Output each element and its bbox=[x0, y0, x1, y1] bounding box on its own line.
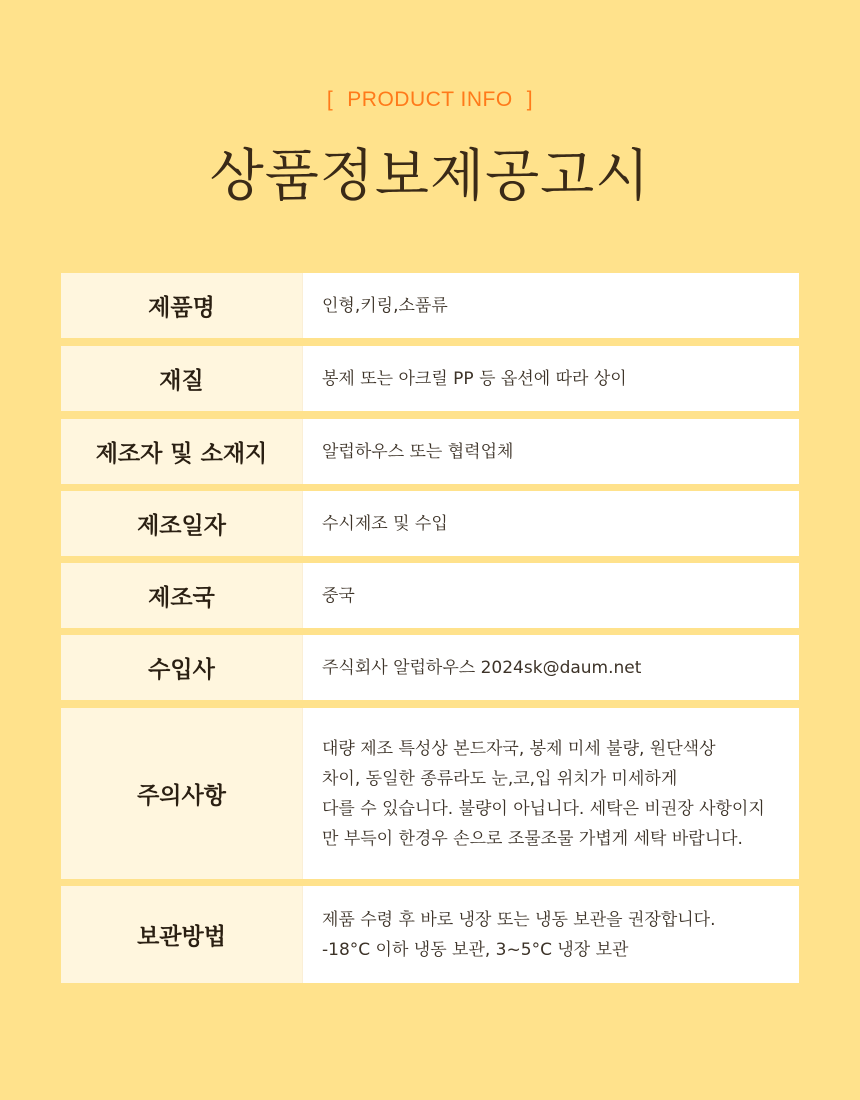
row-label: 재질 bbox=[61, 346, 302, 411]
row-value bbox=[302, 491, 799, 556]
row-value bbox=[302, 886, 799, 983]
table-row-caution bbox=[61, 708, 799, 879]
row-label: 보관방법 bbox=[61, 886, 302, 983]
section-eyebrow bbox=[0, 88, 860, 112]
eyebrow-open-bracket: [ bbox=[326, 88, 334, 111]
table-row-manufacturer bbox=[61, 419, 799, 484]
eyebrow-text: PRODUCT INFO bbox=[347, 88, 513, 111]
value-line: 중국 bbox=[322, 585, 355, 606]
row-label: 제품명 bbox=[61, 273, 302, 338]
row-label: 수입사 bbox=[61, 635, 302, 700]
value-line: 만 부득이 한경우 손으로 조물조물 가볍게 세탁 바랍니다. bbox=[322, 828, 743, 849]
table-row-storage bbox=[61, 886, 799, 983]
value-line: 인형,키링,소품류 bbox=[322, 295, 448, 316]
value-line: 차이, 동일한 종류라도 눈,코,입 위치가 미세하게 bbox=[322, 768, 678, 789]
row-label: 제조국 bbox=[61, 563, 302, 628]
row-value bbox=[302, 419, 799, 484]
row-label: 제조일자 bbox=[61, 491, 302, 556]
value-line: 다를 수 있습니다. 불량이 아닙니다. 세탁은 비권장 사항이지 bbox=[322, 798, 765, 819]
value-line: 주식회사 알럽하우스 2024sk@daum.net bbox=[322, 657, 642, 678]
row-value bbox=[302, 346, 799, 411]
page-title: 상품정보제공고시 bbox=[209, 144, 651, 209]
table-row-importer bbox=[61, 635, 799, 700]
value-line: 대량 제조 특성상 본드자국, 봉제 미세 불량, 원단색상 bbox=[322, 738, 716, 759]
row-value bbox=[302, 563, 799, 628]
row-label: 제조자 및 소재지 bbox=[61, 419, 302, 484]
value-line: 알럽하우스 또는 협력업체 bbox=[322, 441, 514, 462]
table-row-manufacture-date bbox=[61, 491, 799, 556]
row-value bbox=[302, 635, 799, 700]
table-row-country bbox=[61, 563, 799, 628]
table-row-product-name bbox=[61, 273, 799, 338]
row-value bbox=[302, 273, 799, 338]
value-line: -18°C 이하 냉동 보관, 3~5°C 냉장 보관 bbox=[322, 939, 629, 960]
value-line: 봉제 또는 아크릴 PP 등 옵션에 따라 상이 bbox=[322, 368, 627, 389]
row-label: 주의사항 bbox=[61, 708, 302, 879]
value-line: 제품 수령 후 바로 냉장 또는 냉동 보관을 권장합니다. bbox=[322, 909, 716, 930]
eyebrow-close-bracket: ] bbox=[526, 88, 534, 111]
value-line: 수시제조 및 수입 bbox=[322, 513, 448, 534]
table-row-material bbox=[61, 346, 799, 411]
row-value bbox=[302, 708, 799, 879]
